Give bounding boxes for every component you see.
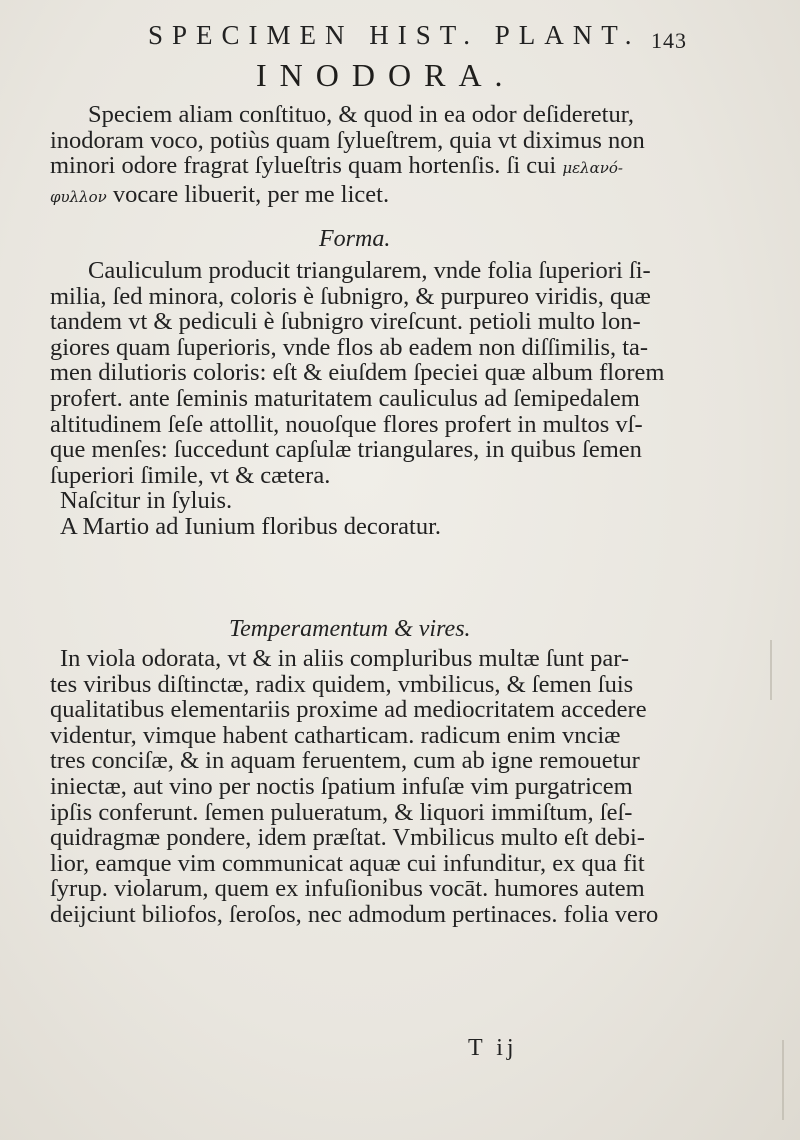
text-line: A Martio ad Iunium floribus decoratur.	[60, 512, 442, 540]
greek-word: φυλλον	[50, 187, 107, 206]
text-line: deijciunt biliofos, ſeroſos, nec admodum pertinaces. folia vero	[50, 900, 659, 928]
text-line: ſyrup. violarum, quem ex infuſionibus vocāt. humores autem	[50, 875, 645, 903]
catchword: T ij	[468, 1035, 518, 1061]
section-heading-forma: Forma.	[319, 226, 391, 252]
text-line: ipſis conferunt. ſemen pulueratum, & liquori immiſtum, ſeſ-	[50, 798, 633, 826]
text-line: altitudinem ſeſe attollit, nouoſque flores profert in multos vſ-	[50, 410, 643, 438]
section-heading-temperamentum: Temperamentum & vires.	[229, 616, 471, 642]
forma-paragraph	[50, 257, 665, 540]
text-line: giores quam ſuperioris, vnde flos ab eadem non diſſimilis, ta-	[50, 333, 649, 361]
text-line: ſuperiori ſimile, vt & cætera.	[50, 461, 331, 489]
text-line: tandem vt & pediculi è ſubnigro vireſcunt. petioli multo lon-	[50, 308, 641, 336]
text-line: Cauliculum producit triangularem, vnde folia ſuperiori ſi-	[88, 257, 651, 284]
text-line-part: minori odore fragrat ſylueſtris quam hortenſis. ſi cui	[50, 152, 557, 180]
running-head: SPECIMEN HIST. PLANT.	[148, 20, 641, 50]
text-line	[50, 182, 660, 211]
page-number: 143	[651, 28, 687, 53]
greek-word: μελανό-	[562, 159, 623, 178]
text-line: milia, ſed minora, coloris è ſubnigro, & purpureo viridis, quæ	[50, 282, 651, 310]
text-line: quidragmæ pondere, idem præſtat. Vmbilicus multo eſt debi-	[50, 824, 645, 852]
text-line	[50, 153, 660, 182]
paper-mark	[770, 640, 772, 700]
text-line: Speciem aliam conſtituo, & quod in ea odor deſideretur,	[88, 101, 635, 128]
text-line: tes viribus diſtinctæ, radix quidem, vmbilicus, & ſemen ſuis	[50, 670, 634, 698]
text-line: inodoram voco, potiùs quam ſylueſtrem, quia vt diximus non	[50, 126, 645, 154]
text-line: tres conciſæ, & in aquam feruentem, cum ab igne remouetur	[50, 747, 640, 775]
temperamentum-paragraph	[50, 646, 660, 928]
text-line: men dilutioris coloris: eſt & eiuſdem ſpeciei quæ album florem	[50, 359, 665, 387]
text-line: que menſes: ſuccedunt capſulæ triangulares, in quibus ſemen	[50, 436, 642, 464]
paper-mark	[782, 1040, 784, 1120]
text-line: profert. ante ſeminis maturitatem cauliculus ad ſemipedalem	[50, 384, 640, 412]
text-line: videntur, vimque habent catharticam. radicum enim vnciæ	[50, 721, 621, 749]
text-line: qualitatibus elementariis proxime ad mediocritatem accedere	[50, 696, 647, 724]
intro-paragraph	[50, 102, 660, 210]
text-line: Naſcitur in ſyluis.	[60, 487, 233, 515]
text-line: lior, eamque vim communicat aquæ cui infunditur, ex qua fit	[50, 849, 645, 877]
text-line: In viola odorata, vt & in aliis compluribus multæ ſunt par-	[60, 645, 630, 672]
text-line: iniectæ, aut vino per noctis ſpatium infuſæ vim purgatricem	[50, 772, 633, 800]
text-line-part: vocare libuerit, per me licet.	[112, 180, 390, 208]
chapter-title: INODORA.	[256, 57, 516, 93]
